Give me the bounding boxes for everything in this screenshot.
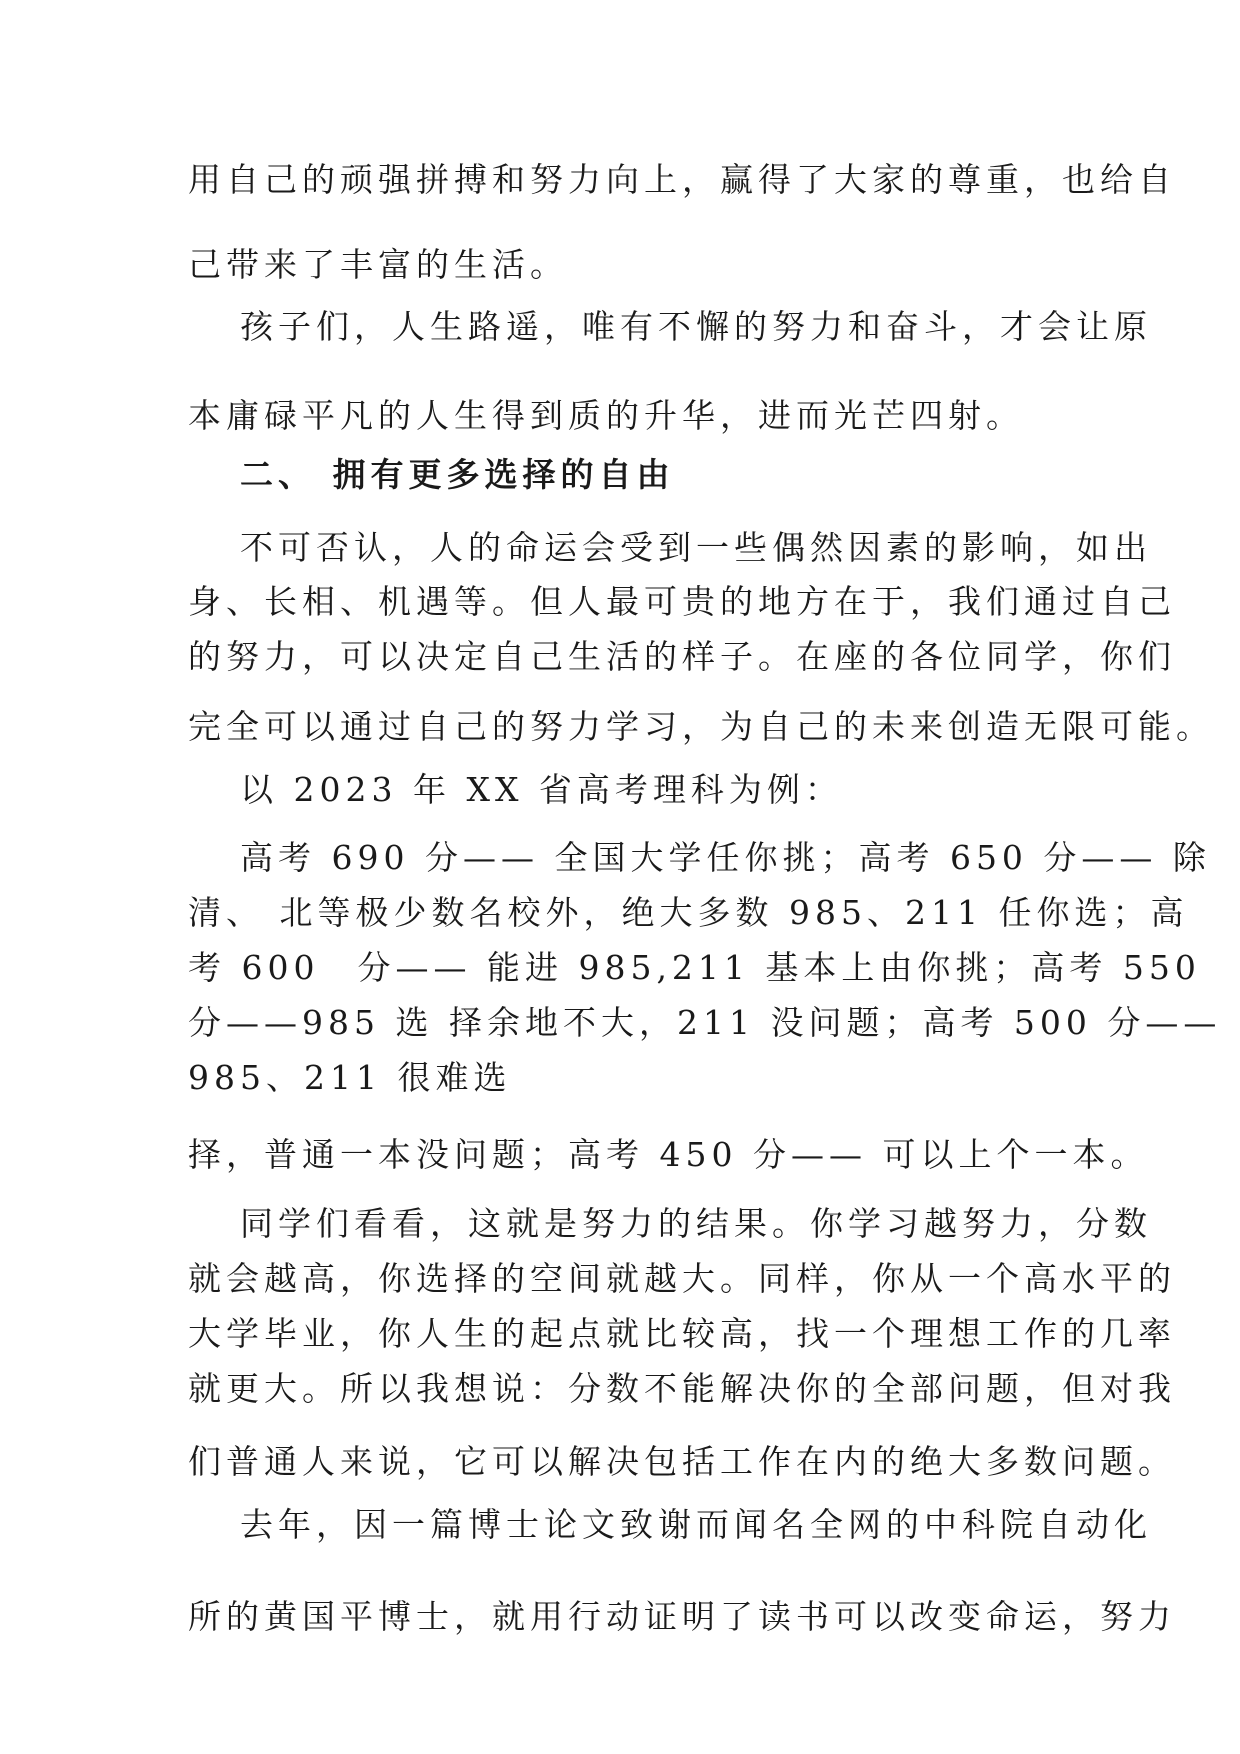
text-line: 清、 北等极少数名校外，绝大多数 985、211 任你选；高: [188, 893, 1189, 932]
text-line: 就会越高，你选择的空间就越大。同样，你从一个高水平的: [188, 1259, 1176, 1298]
paragraph-start: 同学们看看，这就是努力的结果。你学习越努力，分数: [240, 1204, 1152, 1243]
text-line: 大学毕业，你人生的起点就比较高，找一个理想工作的几率: [188, 1314, 1176, 1353]
text-line: 身、长相、机遇等。但人最可贵的地方在于，我们通过自己: [188, 582, 1176, 621]
text-line: 考 600 分—— 能进 985,211 基本上由你挑；高考 550: [188, 948, 1201, 987]
text-line: 己带来了丰富的生活。: [188, 245, 568, 284]
paragraph-start: 高考 690 分—— 全国大学任你挑；高考 650 分—— 除: [240, 838, 1211, 877]
paragraph-start: 去年，因一篇博士论文致谢而闻名全网的中科院自动化: [240, 1505, 1152, 1544]
text-line: 985、211 很难选: [188, 1058, 512, 1097]
text-line: 的努力，可以决定自己生活的样子。在座的各位同学，你们: [188, 637, 1176, 676]
section-heading: 二、 拥有更多选择的自由: [240, 455, 675, 494]
text-line: 用自己的顽强拼搏和努力向上，赢得了大家的尊重，也给自: [188, 160, 1176, 199]
paragraph-start: 不可否认，人的命运会受到一些偶然因素的影响，如出: [240, 528, 1152, 567]
text-line: 完全可以通过自己的努力学习，为自己的未来创造无限可能。: [188, 707, 1214, 746]
text-line: 本庸碌平凡的人生得到质的升华，进而光芒四射。: [188, 396, 1024, 435]
text-line: 就更大。所以我想说：分数不能解决你的全部问题，但对我: [188, 1369, 1176, 1408]
paragraph-start: 以 2023 年 XX 省高考理科为例：: [240, 770, 843, 809]
text-line: 所的黄国平博士，就用行动证明了读书可以改变命运，努力: [188, 1597, 1176, 1636]
text-line: 择，普通一本没问题；高考 450 分—— 可以上个一本。: [188, 1135, 1149, 1174]
text-line: 们普通人来说，它可以解决包括工作在内的绝大多数问题。: [188, 1442, 1176, 1481]
text-line: 分——985 选 择余地不大，211 没问题；高考 500 分——: [188, 1003, 1222, 1042]
paragraph-start: 孩子们，人生路遥，唯有不懈的努力和奋斗，才会让原: [240, 307, 1152, 346]
